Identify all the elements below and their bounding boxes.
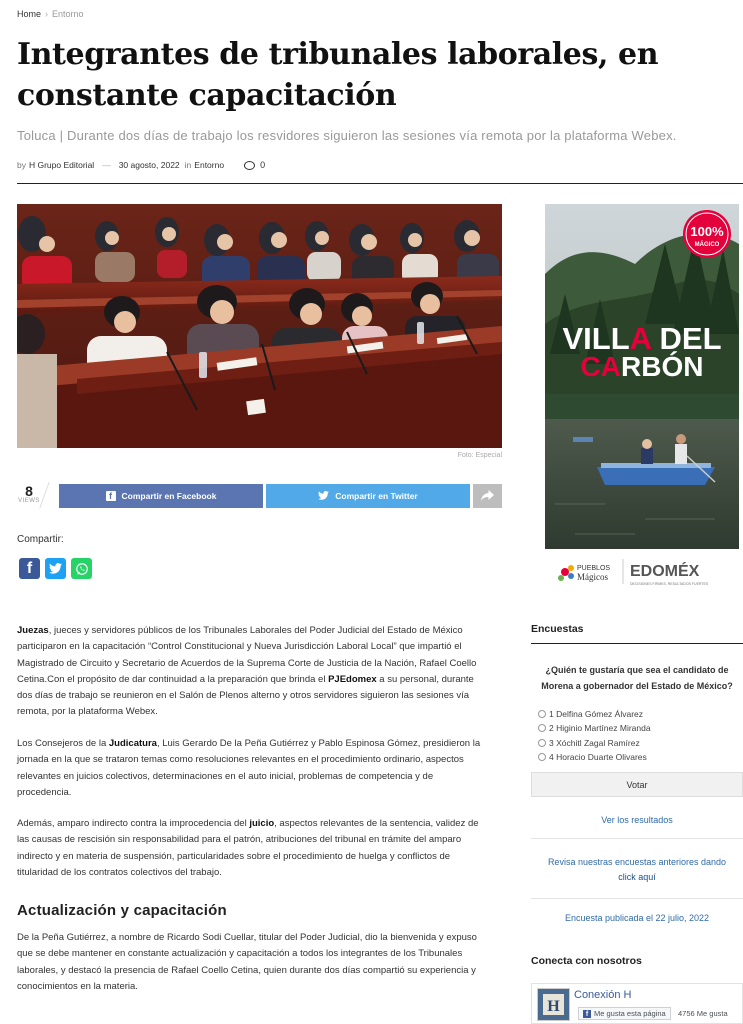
radio-button[interactable] xyxy=(538,710,546,718)
previous-polls-link[interactable]: click aquí xyxy=(618,872,656,882)
comment-icon[interactable] xyxy=(244,161,255,170)
like-count: 4756 Me gusta xyxy=(678,1009,728,1018)
twitter-share-icon[interactable] xyxy=(45,558,66,579)
bold-keyword: juicio xyxy=(249,818,275,829)
meta-in: in xyxy=(184,160,192,170)
page-title: Integrantes de tribunales laborales, en constante capacitación xyxy=(17,37,659,113)
share-more-button[interactable] xyxy=(473,484,502,508)
poll-heading: Encuestas xyxy=(531,623,584,635)
svg-text:PUEBLOS: PUEBLOS xyxy=(577,565,611,572)
compartir-label: Compartir: xyxy=(17,534,64,545)
poll-option-1[interactable]: 1 Delfina Gómez Álvarez xyxy=(538,709,643,719)
edomex-logo xyxy=(630,561,709,586)
chevron-right-icon: › xyxy=(45,9,49,19)
article-paragraph-4: De la Peña Gutiérrez, a nombre de Ricardo Sodi Cuellar, titular del Poder Judicial, dio la bienvenida y expuso que se debe mantener en constante actualización y capacitación a todos los integrantes de los Tribunales laborales, y destacó la presencia de Rafael Coello Cetina, quien durante dos días compartió su experiencia y conocimientos en la materia. xyxy=(17,932,477,992)
poll-question: ¿Quién te gustaría que sea el candidato de Morena a gobernador del Estado de México? xyxy=(541,665,733,691)
section-heading: Actualización y capacitación xyxy=(17,902,227,919)
views-label: VIEWS xyxy=(18,498,40,504)
poll-option-3[interactable]: 3 Xóchitl Zagal Ramírez xyxy=(538,738,640,748)
poll-divider xyxy=(531,838,743,839)
page-avatar[interactable] xyxy=(537,988,570,1021)
views-count: 8 xyxy=(25,483,33,499)
ad-badge-top: 100% xyxy=(690,224,724,239)
breadcrumb-home[interactable]: Home xyxy=(17,9,42,19)
ad-headline-1: VILLA DEL xyxy=(562,321,722,356)
facebook-icon: f xyxy=(106,491,116,501)
breadcrumb-current[interactable]: Entorno xyxy=(52,9,84,19)
whatsapp-share-icon[interactable] xyxy=(71,558,92,579)
author-link[interactable]: H Grupo Editorial xyxy=(28,160,95,170)
radio-button[interactable] xyxy=(538,739,546,747)
view-results-link[interactable]: Ver los resultados xyxy=(601,815,673,825)
bold-keyword: Juezas xyxy=(17,625,49,636)
article-paragraph-2: Los Consejeros de la Judicatura, Luis Gerardo De la Peña Gutiérrez y Pablo Espinosa Gómez, presidieron la jornada en la que se trataron temas como resoluciones relevantes en el procedimiento ordinario, aspectos relevantes en juicios colectivos, determinaciones en el auto inicial, problemas de competencia y de procedencia. xyxy=(17,738,481,798)
connect-heading: Conecta con nosotros xyxy=(531,955,642,967)
ad-banner[interactable] xyxy=(545,204,739,593)
radio-button[interactable] xyxy=(538,753,546,761)
publish-date[interactable]: 30 agosto, 2022 xyxy=(118,160,180,170)
article-paragraph-1: Juezas, jueces y servidores públicos de los Tribunales Laborales del Poder Judicial del Estado de México participaron en la capacitación “Control Constitucional y Nueva Jurisdicción Laboral Local” que impartió el Magistrado de Circuito y Secretario de Acuerdos de la Suprema Corte de Justicia de la Nación, Rafael Coello Cetina.Con el propósito de dar continuidad a la preparación que brinda el PJEdomex a su personal, durante dos días de trabajo se reunieron en el Salón de Plenos alterno y otros servidores siguieron las sesiones vía remota, por la plataforma Webex. xyxy=(17,625,477,718)
like-page-button[interactable]: f Me gusta esta página xyxy=(578,1007,671,1020)
breadcrumb xyxy=(17,9,84,19)
vote-button[interactable]: Votar xyxy=(531,772,743,797)
facebook-icon: f xyxy=(583,1010,591,1018)
previous-polls-text: Revisa nuestras encuestas anteriores dando click aquí xyxy=(547,857,727,882)
article-subtitle: Toluca | Durante dos días de trabajo los resvidores siguieron las sesiones vía remota por la plataforma Webex. xyxy=(17,128,677,143)
svg-text:EDOMÉX: EDOMÉX xyxy=(630,563,700,580)
poll-heading-rule xyxy=(531,643,743,644)
poll-published-date: Encuesta publicada el 22 julio, 2022 xyxy=(564,913,710,923)
poll-option-2[interactable]: 2 Higinio Martínez Miranda xyxy=(538,723,651,733)
photo-caption: Foto: Especial xyxy=(457,452,502,459)
svg-text:DECISIONES FIRMES, RESULTADOS: DECISIONES FIRMES, RESULTADOS FUERTES xyxy=(630,582,709,586)
article-photo xyxy=(17,204,502,448)
share-twitter-button[interactable] xyxy=(266,484,470,508)
poll-divider xyxy=(531,898,743,899)
svg-text:Mágicos: Mágicos xyxy=(577,572,608,582)
comment-count[interactable]: 0 xyxy=(260,160,266,170)
bold-keyword: PJEdomex xyxy=(328,673,377,685)
article-meta xyxy=(17,160,265,170)
share-twitter-label: Compartir en Twitter xyxy=(335,491,418,501)
page-name-link[interactable]: Conexión H xyxy=(574,989,632,1001)
svg-text:H: H xyxy=(547,998,560,1015)
article-paragraph-3: Además, amparo indirecto contra la improcedencia del juicio, aspectos relevantes de la sentencia, validez de las causas de rescisión sin responsabilidad para el patrón, atribuciones del tribunal en trámite del amparo indirecto y en materia de suspensión, particularidades sobre el procedimiento de huelga y conflictos de titularidad de los contratos colectivos del trabajo. xyxy=(17,818,479,878)
category-link[interactable]: Entorno xyxy=(194,160,225,170)
ad-badge-bottom: MÁGICO xyxy=(694,242,720,248)
meta-dash: — xyxy=(102,160,111,170)
facebook-share-icon[interactable]: f xyxy=(19,558,40,579)
twitter-icon xyxy=(318,491,329,502)
share-facebook-label: Compartir en Facebook xyxy=(121,491,217,501)
facebook-page-widget[interactable] xyxy=(531,983,743,1024)
ad-headline-2: CARBÓN xyxy=(580,351,704,382)
title-divider xyxy=(17,183,743,184)
share-facebook-button[interactable] xyxy=(59,484,263,508)
share-arrow-icon xyxy=(481,490,494,503)
meta-by: by xyxy=(17,160,26,170)
bold-keyword: Judicatura xyxy=(108,738,157,749)
poll-option-4[interactable]: 4 Horacio Duarte Olivares xyxy=(538,752,647,762)
views-counter xyxy=(17,484,41,504)
radio-button[interactable] xyxy=(538,724,546,732)
